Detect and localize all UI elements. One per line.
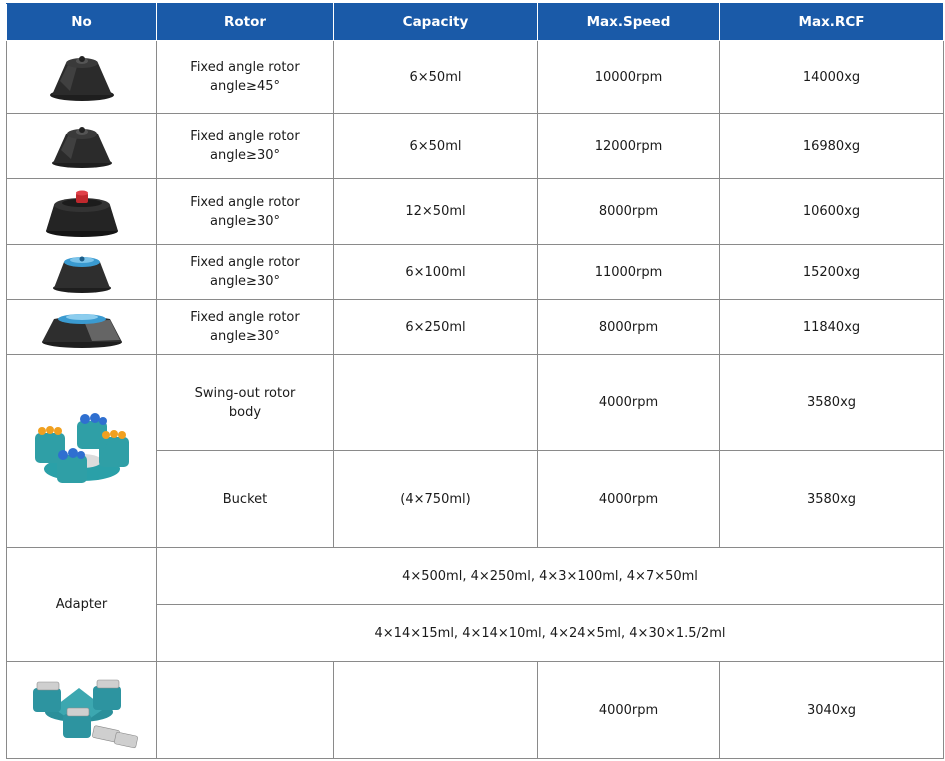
rotor-name-cell — [157, 41, 334, 114]
max-speed-cell: 4000rpm — [538, 451, 720, 548]
rotor-name-cell — [157, 355, 334, 451]
rotor-image-cell — [7, 245, 157, 300]
capacity-cell: 12×50ml — [334, 179, 538, 245]
rotor-name: Swing-out rotor — [194, 385, 296, 401]
capacity-cell — [334, 662, 538, 759]
capacity-cell: (4×750ml) — [334, 451, 538, 548]
capacity-cell — [334, 355, 538, 451]
adapter-label: Adapter — [7, 548, 157, 662]
table-row — [7, 245, 944, 300]
rotor-angle: angle≥30° — [209, 213, 280, 229]
fixed-angle-rotor-icon — [48, 122, 116, 170]
rotor-name-cell — [157, 179, 334, 245]
capacity-cell: 6×50ml — [334, 41, 538, 114]
header-capacity: Capacity — [334, 4, 538, 41]
header-rotor: Rotor — [157, 4, 334, 41]
max-rcf-cell: 16980xg — [720, 114, 944, 179]
rotor-name-cell — [157, 662, 334, 759]
rotor-name: Fixed angle rotor — [190, 129, 300, 144]
rotor-name: Fixed angle rotor — [190, 255, 300, 270]
swing-rotor-with-adapters-icon — [23, 668, 141, 752]
rotor-image-cell — [7, 179, 157, 245]
max-speed-cell: 8000rpm — [538, 300, 720, 355]
adapter-list-cell: 4×14×15ml, 4×14×10ml, 4×24×5ml, 4×30×1.5/2ml — [157, 605, 944, 662]
fixed-angle-rotor-large-icon — [38, 305, 126, 349]
max-speed-cell: 4000rpm — [538, 662, 720, 759]
max-rcf-cell: 14000xg — [720, 41, 944, 114]
max-rcf-cell: 15200xg — [720, 245, 944, 300]
rotor-name: Fixed angle rotor — [190, 60, 300, 75]
max-speed-cell: 8000rpm — [538, 179, 720, 245]
capacity-cell: 6×50ml — [334, 114, 538, 179]
max-rcf-cell: 10600xg — [720, 179, 944, 245]
header-max-speed: Max.Speed — [538, 4, 720, 41]
table-row — [7, 662, 944, 759]
max-speed-cell: 11000rpm — [538, 245, 720, 300]
table-row — [7, 41, 944, 114]
header-row — [7, 4, 944, 41]
rotor-name: Fixed angle rotor — [190, 310, 300, 325]
fixed-angle-rotor-blue-lid-icon — [49, 250, 115, 294]
max-rcf-cell: 11840xg — [720, 300, 944, 355]
rotor-image-cell — [7, 662, 157, 759]
rotor-angle: angle≥30° — [209, 148, 280, 163]
max-speed-cell: 4000rpm — [538, 355, 720, 451]
rotor-name-cell: Bucket — [157, 451, 334, 548]
rotor-name-suffix: body — [228, 404, 262, 420]
header-max-rcf: Max.RCF — [720, 4, 944, 41]
rotor-angle: angle≥30° — [209, 274, 280, 289]
fixed-angle-rotor-icon — [46, 51, 118, 103]
header-no: No — [7, 4, 157, 41]
rotor-image-cell — [7, 114, 157, 179]
table-row — [7, 300, 944, 355]
fixed-angle-rotor-red-cap-icon — [42, 185, 122, 239]
rotor-spec-table — [6, 3, 944, 759]
capacity-cell: 6×250ml — [334, 300, 538, 355]
swing-rotor-image-cell — [7, 355, 157, 548]
capacity-cell: 6×100ml — [334, 245, 538, 300]
rotor-angle: angle≥45° — [209, 79, 280, 94]
table-row — [7, 114, 944, 179]
table-row — [7, 355, 944, 451]
rotor-name-cell — [157, 114, 334, 179]
rotor-name: Fixed angle rotor — [190, 194, 300, 210]
rotor-image-cell — [7, 300, 157, 355]
max-speed-cell: 10000rpm — [538, 41, 720, 114]
rotor-angle: angle≥30° — [209, 329, 280, 344]
table-row — [7, 548, 944, 605]
max-rcf-cell: 3580xg — [720, 355, 944, 451]
table-row — [7, 179, 944, 245]
max-rcf-cell: 3580xg — [720, 451, 944, 548]
swing-out-rotor-icon — [27, 411, 137, 491]
max-speed-cell: 12000rpm — [538, 114, 720, 179]
rotor-name-cell — [157, 245, 334, 300]
adapter-list-cell: 4×500ml, 4×250ml, 4×3×100ml, 4×7×50ml — [157, 548, 944, 605]
rotor-name-cell — [157, 300, 334, 355]
rotor-image-cell — [7, 41, 157, 114]
max-rcf-cell: 3040xg — [720, 662, 944, 759]
